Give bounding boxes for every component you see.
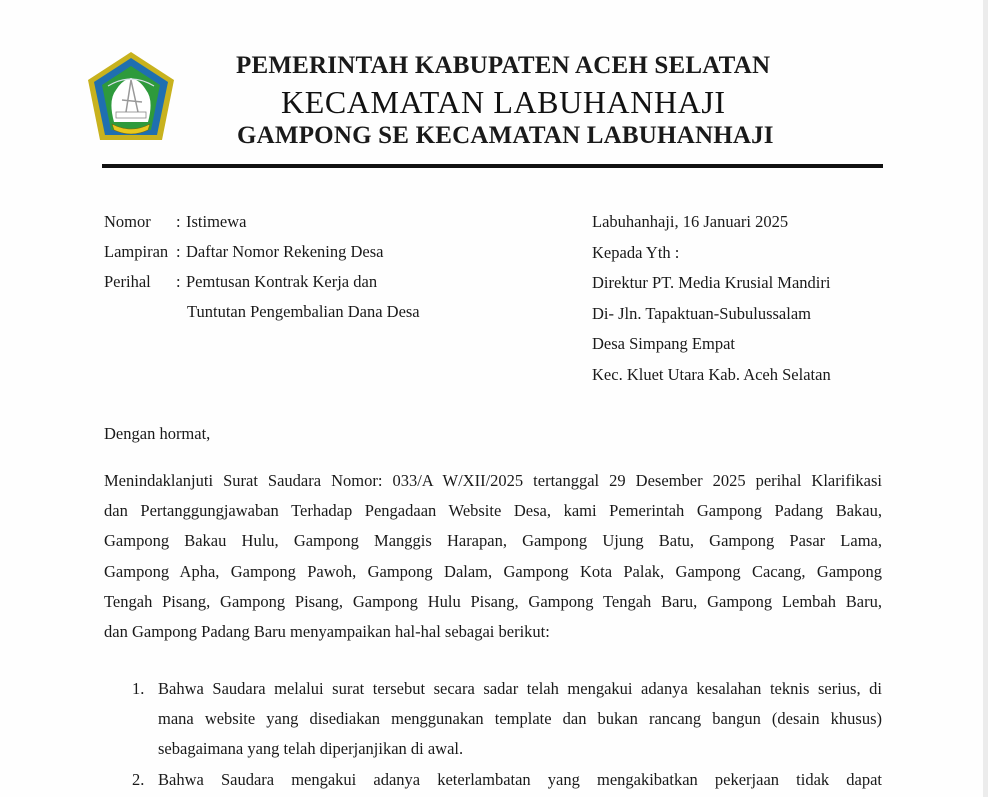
meta-value: Istimewa (186, 212, 247, 231)
paragraph-line: Gampong Bakau Hulu, Gampong Manggis Harapan, Gampong Ujung Batu, Gampong Pasar Lama, (104, 531, 882, 551)
meta-label: Nomor (104, 212, 151, 231)
paragraph-line: Gampong Apha, Gampong Pawoh, Gampong Dalam, Gampong Kota Palak, Gampong Cacang, Gampong (104, 561, 882, 581)
letterhead-government: PEMERINTAH KABUPATEN ACEH SELATAN (236, 52, 771, 79)
list-item (132, 674, 882, 765)
recipient-greeting: Kepada Yth : (592, 242, 680, 262)
meta-value: Pemtusan Kontrak Kerja dan (186, 272, 378, 291)
opening-paragraph (104, 466, 882, 647)
list-item-line: mana website yang disediakan menggunakan template dan bukan rancang bangun (desain khusus) (158, 709, 882, 729)
list-item-line: Bahwa Saudara melalui surat tersebut secara sadar telah mengakui adanya kesalahan teknis serius, di (158, 679, 882, 698)
list-item-number: 1. (132, 679, 145, 698)
meta-colon: : (176, 272, 181, 291)
meta-label: Perihal (104, 272, 151, 291)
paragraph-line: Tengah Pisang, Gampong Pisang, Gampong Hulu Pisang, Gampong Tengah Baru, Gampong Lembah Baru, (104, 591, 882, 611)
meta-label: Lampiran (104, 242, 169, 261)
page-edge (983, 0, 988, 797)
recipient-village: Desa Simpang Empat (592, 334, 735, 353)
recipient-district: Kec. Kluet Utara Kab. Aceh Selatan (592, 364, 831, 384)
numbered-points (132, 674, 882, 795)
meta-perihal (104, 267, 420, 297)
meta-colon: : (176, 212, 181, 231)
salutation: Dengan hormat, (104, 424, 211, 443)
recipient-street: Di- Jln. Tapaktuan-Subulussalam (592, 303, 811, 323)
list-item-line: sebagaimana yang telah diperjanjikan di awal. (158, 739, 464, 759)
recipient-name: Direktur PT. Media Krusial Mandiri (592, 273, 831, 292)
meta-lampiran (104, 237, 420, 267)
meta-value: Tuntutan Pengembalian Dana Desa (187, 302, 420, 321)
letterhead-villages: GAMPONG SE KECAMATAN LABUHANHAJI (237, 122, 774, 149)
list-item-line: Bahwa Saudara mengakui adanya keterlambatan yang mengakibatkan pekerjaan tidak dapat (158, 769, 882, 789)
paragraph-line: dan Gampong Padang Baru menyampaikan hal-hal sebagai berikut: (104, 621, 550, 641)
meta-nomor (104, 207, 420, 237)
letter-meta (104, 207, 420, 327)
recipient-address (592, 207, 831, 390)
paragraph-line: dan Pertanggungjawaban Terhadap Pengadaan Website Desa, kami Pemerintah Gampong Padang Bakau, (104, 501, 882, 521)
regency-emblem-logo (86, 50, 176, 145)
meta-colon: : (176, 242, 181, 261)
meta-value: Daftar Nomor Rekening Desa (186, 242, 384, 261)
paragraph-line: Menindaklanjuti Surat Saudara Nomor: 033/A W/XII/2025 tertanggal 29 Desember 2025 perihal Klarifikasi (104, 471, 882, 490)
list-item-number: 2. (132, 769, 145, 789)
list-item (132, 765, 882, 795)
letter-date: Labuhanhaji, 16 Januari 2025 (592, 212, 789, 231)
meta-perihal-cont (104, 297, 420, 327)
letterhead-district: KECAMATAN LABUHANHAJI (281, 84, 726, 120)
letterhead-divider (102, 164, 883, 168)
